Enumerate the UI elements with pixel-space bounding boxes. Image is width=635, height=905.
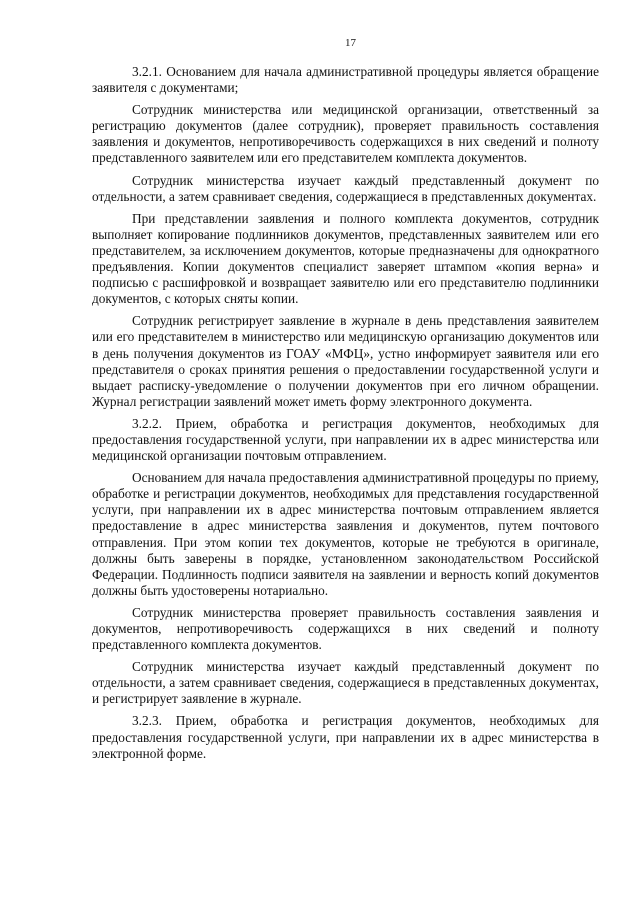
- paragraph-postal-basis: Основанием для начала предоставления административной процедуры по приему, обработке и регистрации документов, необходимых для представления государственной услуги, при направлении их в адрес министерства почтовым отправлением является предоставление в адрес министерства заявления и документов, путем почтового отправления. При этом копии тех документов, которые не требуются в оригинале, должны быть заверены в порядке, установленном законодательством Российской Федерации. Подлинность подписи заявителя на заявлении и верность копий документов должны быть удостоверены нотариально.: [92, 470, 599, 598]
- paragraph-document-review: Сотрудник министерства изучает каждый представленный документ по отдельности, а затем сравнивает сведения, содержащиеся в представленных документах.: [92, 172, 599, 204]
- paragraph-postal-check: Сотрудник министерства проверяет правильность составления заявления и документов, непротиворечивость содержащихся в них сведений и полноту представленного комплекта документов.: [92, 604, 599, 653]
- paragraph-3-2-2: 3.2.2. Прием, обработка и регистрация документов, необходимых для предоставления государственной услуги, при направлении их в адрес министерства или медицинской организации почтовым отправлением.: [92, 415, 599, 464]
- paragraph-responsible-employee: Сотрудник министерства или медицинской организации, ответственный за регистрацию документов (далее сотрудник), проверяет правильность составления заявления и документов, непротиворечивость содержащихся в них сведений и полноту представленного заявителем или его представителем комплекта документов.: [92, 102, 599, 166]
- paragraph-postal-register: Сотрудник министерства изучает каждый представленный документ по отдельности, а затем сравнивает сведения, содержащиеся в представленных документах, и регистрирует заявление в журнале.: [92, 659, 599, 707]
- paragraph-registration: Сотрудник регистрирует заявление в журнале в день представления заявителем или его представителем в министерство или медицинскую организацию документов или в день получения документов из ГОАУ «МФЦ», устно информирует заявителя или его представителя о сроках принятия решения о предоставлении государственной услуги и выдает расписку-уведомление о получении документов при его личном обращении. Журнал регистрации заявлений может иметь форму электронного документа.: [92, 313, 599, 409]
- paragraph-copying-documents: При представлении заявления и полного комплекта документов, сотрудник выполняет копирование подлинников документов, представленных заявителем или его представителем, за исключением документов, которые предназначены для однократного предъявления. Копии документов специалист заверяет штампом «копия верна» и подписью с расшифровкой и возвращает заявителю или его представителю подлинники документов, с которых сняты копии.: [92, 210, 599, 307]
- paragraph-3-2-1: 3.2.1. Основанием для начала административной процедуры является обращение заявителя с документами;: [92, 64, 599, 96]
- paragraph-3-2-3: 3.2.3. Прием, обработка и регистрация документов, необходимых для предоставления государственной услуги, при направлении их в адрес министерства в электронной форме.: [92, 713, 599, 761]
- page-number: 17: [345, 37, 356, 49]
